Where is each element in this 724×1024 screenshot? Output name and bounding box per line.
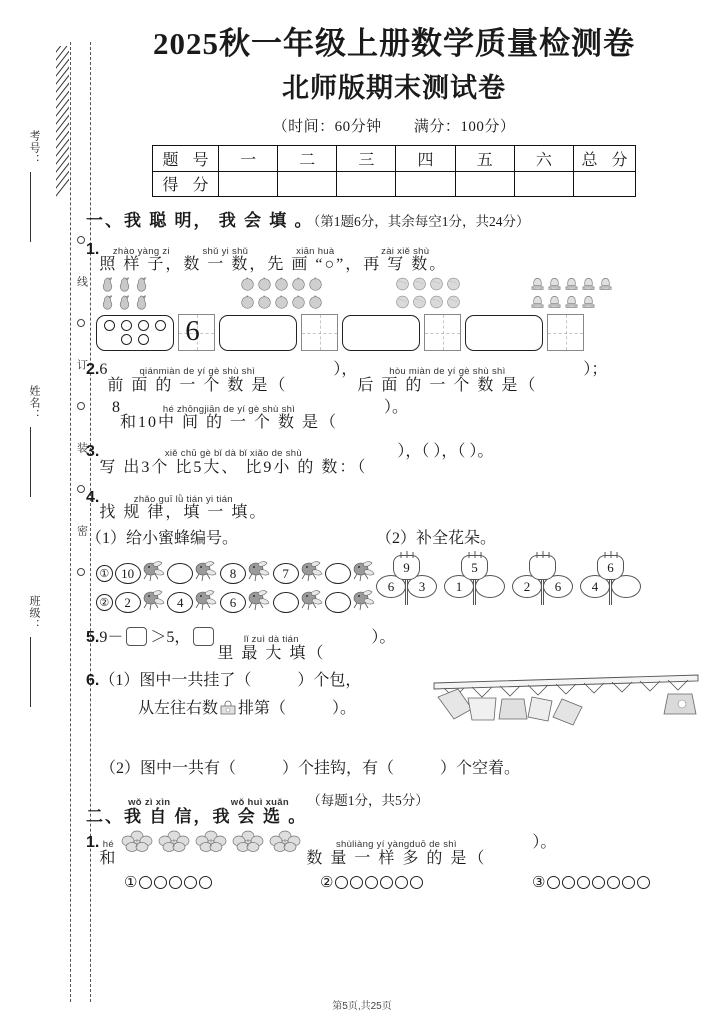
q1-digit-box-blank[interactable]: [547, 314, 584, 351]
question-3: [86, 440, 702, 476]
flower-left-value: 2: [512, 575, 542, 598]
q2-phrase-after: [357, 367, 537, 394]
q1-pinyin-3: xiān huà: [296, 245, 335, 257]
q3-n3: 9: [263, 458, 274, 476]
q3-blanks-tail[interactable]: ），（ ），（ ）。: [397, 443, 494, 461]
exam-meta: [86, 115, 702, 136]
group-line: [240, 276, 395, 292]
row-marker: ②: [96, 594, 113, 611]
candy-icon: [530, 276, 545, 292]
s2-question-1-number: 1.: [86, 834, 100, 852]
flower-stem: [609, 579, 612, 605]
option-circle: [577, 876, 590, 889]
bee-item[interactable]: [220, 560, 271, 586]
ball-icon: [429, 294, 444, 310]
question-4-number: 4.: [86, 488, 100, 506]
question-5: [86, 626, 702, 662]
drawn-circle: [138, 320, 149, 331]
section-2-heading: [86, 789, 702, 826]
q2-end: ）；: [583, 361, 608, 379]
q1-circle-box-blank[interactable]: [465, 315, 543, 351]
seal-char: 装: [75, 442, 88, 453]
field-name[interactable]: [18, 385, 42, 497]
ball-icon: [429, 276, 444, 292]
q4-bee-block: [86, 560, 376, 618]
q3-text-d: 小 的 数：（: [273, 458, 368, 476]
candy-icon: [581, 276, 596, 292]
section-1-points: （第1题6分，其余每空1分，共24分）: [313, 213, 530, 229]
q2-pinyin-after: hòu miàn de yí gè shù shì: [389, 366, 506, 378]
apple-icon: [274, 276, 289, 292]
q6-sub1-b: ）个包，: [297, 671, 362, 689]
pear-icon: [134, 294, 149, 310]
q1-answer-row: [86, 314, 702, 351]
q2-l2-pinyin: hé zhōngjiān de yí gè shù shì: [162, 403, 296, 415]
group-line: [100, 294, 240, 310]
q3-n2: 5: [193, 458, 204, 476]
section-2-pinyin-a: wǒ zì xìn: [128, 796, 171, 808]
drawn-circle: [155, 320, 166, 331]
section-2-points: （每题1分，共5分）: [307, 792, 429, 808]
table-row-header: [153, 145, 636, 171]
question-6: [86, 669, 702, 755]
apple-icon: [240, 294, 255, 310]
apple-icon: [240, 276, 255, 292]
option-circle: [562, 876, 575, 889]
page-footer: 第5页,共25页: [332, 1001, 392, 1012]
option-circle: [547, 876, 560, 889]
q4-figures: [86, 555, 702, 618]
option-circle: [350, 876, 363, 889]
bee-number: 2: [115, 592, 141, 613]
flower-right-value: 3: [407, 575, 437, 598]
candy-icon: [547, 294, 562, 310]
s2-q1-he-phrase: [99, 840, 117, 867]
score-label: 满分：100分）: [413, 118, 516, 135]
flower-icon: [232, 830, 265, 852]
ball-icon: [395, 276, 410, 292]
rack-with-bags-icon: [432, 669, 700, 735]
s2-q1-pinyin-he: hé: [102, 839, 114, 851]
q3-text: [99, 460, 367, 476]
q1-pinyin-2: shǔ yi shǔ: [202, 245, 249, 257]
q1-object-groups: [86, 276, 702, 310]
q6-bag-rack-figure: [432, 669, 700, 735]
candy-icon: [581, 294, 596, 310]
q4-sub1-label: （1）给小蜜蜂编号。: [86, 530, 239, 548]
candy-icon: [564, 276, 579, 292]
option-2[interactable]: [320, 873, 532, 892]
exam-content: [86, 26, 702, 892]
question-5-number: 5.: [86, 629, 100, 647]
q2-text-before: 前 面 的 一 个 数 是（: [107, 376, 288, 394]
option-circle: [410, 876, 423, 889]
q5-input-box-1[interactable]: [126, 627, 147, 646]
field-class-label: 班级：: [28, 595, 40, 631]
bee-item[interactable]: [167, 589, 218, 615]
score-table-row-label: 题 号: [153, 145, 219, 171]
q4-bee-row-2: [96, 589, 376, 615]
bee-number: 6: [220, 592, 246, 613]
question-6-number: 6.: [86, 671, 100, 689]
bee-item[interactable]: [273, 589, 324, 615]
q1-digit-value: 6: [185, 315, 200, 348]
q2-mid: ），: [333, 361, 358, 379]
seal-dot: [77, 402, 85, 410]
hatch-marks: [56, 46, 69, 246]
bee-item[interactable]: [273, 560, 324, 586]
flower-right-value: 6: [543, 575, 573, 598]
ball-icon: [412, 294, 427, 310]
flower-stem: [541, 579, 544, 605]
field-rule: [30, 172, 31, 242]
group-line: [395, 276, 530, 292]
flower-icon: [195, 830, 228, 852]
bee-item[interactable]: [325, 589, 376, 615]
question-3-number: 3.: [86, 443, 100, 461]
score-col-2: 二: [278, 145, 337, 171]
pear-icon: [100, 294, 115, 310]
pear-icon: [134, 276, 149, 292]
flower-stamen-icon: [397, 551, 417, 558]
pear-icon: [117, 276, 132, 292]
q4-bee-row-1: [96, 560, 376, 586]
score-cell[interactable]: [455, 171, 514, 196]
table-row-score: [153, 171, 636, 196]
candy-icon: [530, 294, 545, 310]
section-1-title: 一、我 聪 明， 我 会 填 。: [86, 210, 314, 230]
time-label: （时间：60分钟: [272, 118, 382, 135]
field-exam-number[interactable]: [18, 130, 42, 242]
q3-text-c: 大、 比: [203, 458, 264, 476]
section-2-text-b: 我 会 选 。: [212, 807, 308, 827]
q1-group-ball: [395, 276, 530, 310]
apple-icon: [257, 294, 272, 310]
q2-l2-num-b: 10: [138, 414, 159, 432]
field-exam-number-label: 考号：: [28, 130, 40, 166]
q6-sub1-d: 排第（: [238, 699, 287, 717]
score-cell[interactable]: [219, 171, 278, 196]
section-2-phrase-a: [86, 798, 213, 826]
q2-phrase-before: [107, 367, 287, 394]
q5-expr-b: ＞5，: [150, 629, 191, 647]
option-circle: [154, 876, 167, 889]
q3-pinyin: xiě chū gè bǐ dà bǐ xiǎo de shù: [164, 448, 302, 460]
bee-number: 10: [115, 563, 141, 584]
score-cell[interactable]: [396, 171, 455, 196]
score-col-total: 总 分: [574, 145, 636, 171]
s2-q1-tail-end: ）。: [532, 834, 557, 852]
s2-q1-pinyin-tail: shùliàng yí yàngduō de shì: [335, 839, 457, 851]
page-title-line2: 北师版期末测试卷: [282, 72, 506, 103]
q1-hanzi-1: 照 样 子，: [99, 256, 184, 274]
group-line: [530, 276, 613, 292]
q2-l2-end: ）。: [384, 398, 409, 416]
option-3-marker: ③: [532, 874, 546, 891]
q3-text-b: 个 比: [151, 458, 194, 476]
score-table-row-label: 得 分: [153, 171, 219, 196]
q1-phrase-4: [363, 247, 447, 274]
row-marker: ①: [96, 565, 113, 582]
q2-l2-text: 中 间 的 一 个 数 是（: [158, 414, 339, 432]
field-rule: [30, 637, 31, 707]
field-name-label: 姓名：: [28, 385, 40, 421]
section-1-heading: [86, 206, 702, 231]
bag-icon: [218, 700, 238, 716]
score-cell-total[interactable]: [574, 171, 636, 196]
q5-expr-a: 9－: [99, 629, 124, 647]
apple-icon: [274, 294, 289, 310]
question-1: [86, 238, 702, 274]
bee-item[interactable]: [167, 560, 218, 586]
seal-dot: [77, 485, 85, 493]
pear-icon: [117, 294, 132, 310]
group-line: [530, 294, 613, 310]
student-fields: [18, 130, 44, 830]
question-2: [86, 358, 702, 394]
q1-pinyin-4: zài xiě shù: [381, 245, 430, 257]
bee-number: [273, 592, 299, 613]
candy-icon: [564, 294, 579, 310]
score-col-3: 三: [337, 145, 396, 171]
bee-item[interactable]: [220, 589, 271, 615]
flower-left-value: 6: [376, 575, 406, 598]
q5-pinyin: lǐ zuì dà tián: [243, 634, 299, 646]
q1-group-candy: [530, 276, 613, 310]
drawn-circle: [121, 320, 132, 331]
q1-group-apple: [240, 276, 395, 310]
q2-leading-number: 6: [99, 361, 108, 379]
s2-q1-options: [86, 873, 702, 892]
q4-phrase: [99, 495, 267, 522]
s2-q1-tail-phrase: [306, 840, 486, 867]
flower-stamen-icon: [533, 551, 553, 558]
flower-item[interactable]: [444, 555, 506, 607]
q2-l2-phrase: [120, 405, 338, 432]
ball-icon: [412, 276, 427, 292]
apple-icon: [291, 294, 306, 310]
flower-top-value: 6: [597, 555, 624, 580]
flower-item[interactable]: [376, 555, 438, 607]
flower-icon: [121, 830, 154, 852]
drawn-circle: [121, 334, 132, 345]
flower-stem: [473, 579, 476, 605]
q2-l2-hanzi: [120, 415, 338, 431]
q6-sub1-a: （1）图中一共挂了（: [99, 671, 252, 689]
q6-sub2-b: ）个挂钩，有（: [282, 759, 395, 777]
flower-icon: [269, 830, 302, 852]
question-4: [86, 486, 702, 522]
flower-left-value: 1: [444, 575, 474, 598]
option-2-marker: ②: [320, 874, 334, 891]
q3-phrase: [99, 449, 367, 476]
q6-sub2-a: （2）图中一共有（: [100, 759, 237, 777]
ball-icon: [395, 294, 410, 310]
page-title-line1: 2025秋一年级上册数学质量检测卷: [153, 26, 635, 61]
flower-top-value: 5: [461, 555, 488, 580]
score-col-5: 五: [455, 145, 514, 171]
apple-icon: [308, 294, 323, 310]
field-class[interactable]: [18, 595, 42, 707]
candy-icon: [547, 276, 562, 292]
q2-l2-num-a: 8: [112, 398, 120, 416]
seal-char: 线: [75, 276, 88, 287]
s2-q1-tail: 数 量 一 样 多 的 是（: [306, 849, 487, 867]
drawn-circle: [138, 334, 149, 345]
option-circle: [169, 876, 182, 889]
q3-text-a: 写 出: [99, 458, 142, 476]
s2-q1-flowers: [117, 834, 306, 851]
section-2-question-1: [86, 830, 702, 867]
q2-l2-he: 和: [120, 414, 139, 432]
flower-top-value: 9: [393, 555, 420, 580]
pear-icon: [100, 276, 115, 292]
q5-phrase: [217, 635, 325, 662]
flower-top-value: [529, 555, 556, 580]
seal-dot: [77, 319, 85, 327]
flower-icon: [158, 830, 191, 852]
apple-icon: [308, 276, 323, 292]
q5-end: ）。: [371, 629, 396, 647]
q3-n1: 3: [141, 458, 152, 476]
question-2-line2: [86, 396, 702, 432]
seal-char: 订: [75, 359, 88, 370]
flower-item[interactable]: [512, 555, 574, 607]
option-circle: [365, 876, 378, 889]
question-4-subheads: [86, 527, 702, 551]
q1-circle-box-blank[interactable]: [219, 315, 297, 351]
option-circle: [199, 876, 212, 889]
q1-circle-box-blank[interactable]: [342, 315, 420, 351]
q1-digit-box-blank[interactable]: [301, 314, 338, 351]
seal-char: 密: [75, 525, 88, 536]
bee-number: 4: [167, 592, 193, 613]
seal-dashed-line-left: [70, 42, 71, 1002]
option-3[interactable]: [532, 873, 650, 892]
section-2-phrase-b: [213, 798, 308, 826]
q4-flower-block: [376, 555, 642, 607]
bee-item[interactable]: [115, 560, 166, 586]
q1-circle-box-example[interactable]: [96, 315, 174, 351]
bee-item[interactable]: [325, 560, 376, 586]
score-cell[interactable]: [514, 171, 573, 196]
option-circle: [592, 876, 605, 889]
score-col-1: 一: [219, 145, 278, 171]
section-2-text-a: 二、我 自 信，: [86, 807, 213, 827]
q1-phrase-2: [183, 247, 267, 274]
option-circle: [395, 876, 408, 889]
apple-icon: [291, 276, 306, 292]
flower-stamen-icon: [601, 551, 621, 558]
bee-number: 7: [273, 563, 299, 584]
q2-text-after: 后 面 的 一 个 数 是（: [357, 376, 538, 394]
q1-phrase-1: [99, 247, 183, 274]
drawn-circle: [104, 320, 115, 331]
score-cell[interactable]: [337, 171, 396, 196]
q1-pinyin-1: zhào yàng zi: [112, 245, 170, 257]
option-circle: [607, 876, 620, 889]
q2-pinyin-before: qiánmiàn de yí gè shù shì: [139, 366, 256, 378]
bee-item[interactable]: [115, 589, 166, 615]
option-circle: [380, 876, 393, 889]
question-6-sub2: [86, 757, 702, 781]
option-circle: [184, 876, 197, 889]
seal-dot: [77, 568, 85, 576]
question-1-number: 1.: [86, 240, 100, 258]
q1-hanzi-2: 数 一 数，: [183, 256, 268, 274]
score-col-6: 六: [514, 145, 573, 171]
q6-sub2-c: ）个空着。: [440, 759, 521, 777]
q1-phrase-3: [267, 247, 363, 274]
option-circle: [622, 876, 635, 889]
q1-group-pear: [100, 276, 240, 310]
option-circle: [637, 876, 650, 889]
section-2-pinyin-b: wǒ huì xuǎn: [230, 796, 289, 808]
option-circle: [335, 876, 348, 889]
option-circle: [139, 876, 152, 889]
field-rule: [30, 427, 31, 497]
q4-text: 找 规 律，填 一 填。: [99, 504, 268, 522]
bee-number: 8: [220, 563, 246, 584]
q4-sub2-label: （2）补全花朵。: [376, 530, 497, 548]
score-col-4: 四: [396, 145, 455, 171]
q4-pinyin: zhǎo guī lǜ tián yi tián: [133, 493, 233, 505]
q1-digit-box-blank[interactable]: [424, 314, 461, 351]
seal-dot: [77, 236, 85, 244]
q1-digit-box-example[interactable]: [178, 314, 215, 351]
score-table: [152, 145, 636, 197]
s2-q1-he: 和: [99, 849, 118, 867]
option-1-marker: ①: [124, 874, 138, 891]
group-line: [240, 294, 395, 310]
apple-icon: [257, 276, 272, 292]
ball-icon: [446, 276, 461, 292]
q5-text: 里 最 大 填（: [217, 644, 326, 662]
flower-stamen-icon: [465, 551, 485, 558]
flower-item[interactable]: [580, 555, 642, 607]
option-1[interactable]: [124, 873, 320, 892]
q5-input-box-2[interactable]: [193, 627, 214, 646]
question-2-number: 2.: [86, 361, 100, 379]
q1-hanzi-4: 再 写 数。: [363, 256, 448, 274]
q6-sub1-c: 从左往右数: [138, 699, 219, 717]
group-line: [100, 276, 240, 292]
flower-stem: [405, 579, 408, 605]
q6-sub1-e: ）。: [332, 699, 357, 717]
q1-hanzi-3: 先 画 “○”，: [267, 256, 364, 274]
ball-icon: [446, 294, 461, 310]
flower-left-value: 4: [580, 575, 610, 598]
score-cell[interactable]: [278, 171, 337, 196]
group-line: [395, 294, 530, 310]
candy-icon: [598, 276, 613, 292]
